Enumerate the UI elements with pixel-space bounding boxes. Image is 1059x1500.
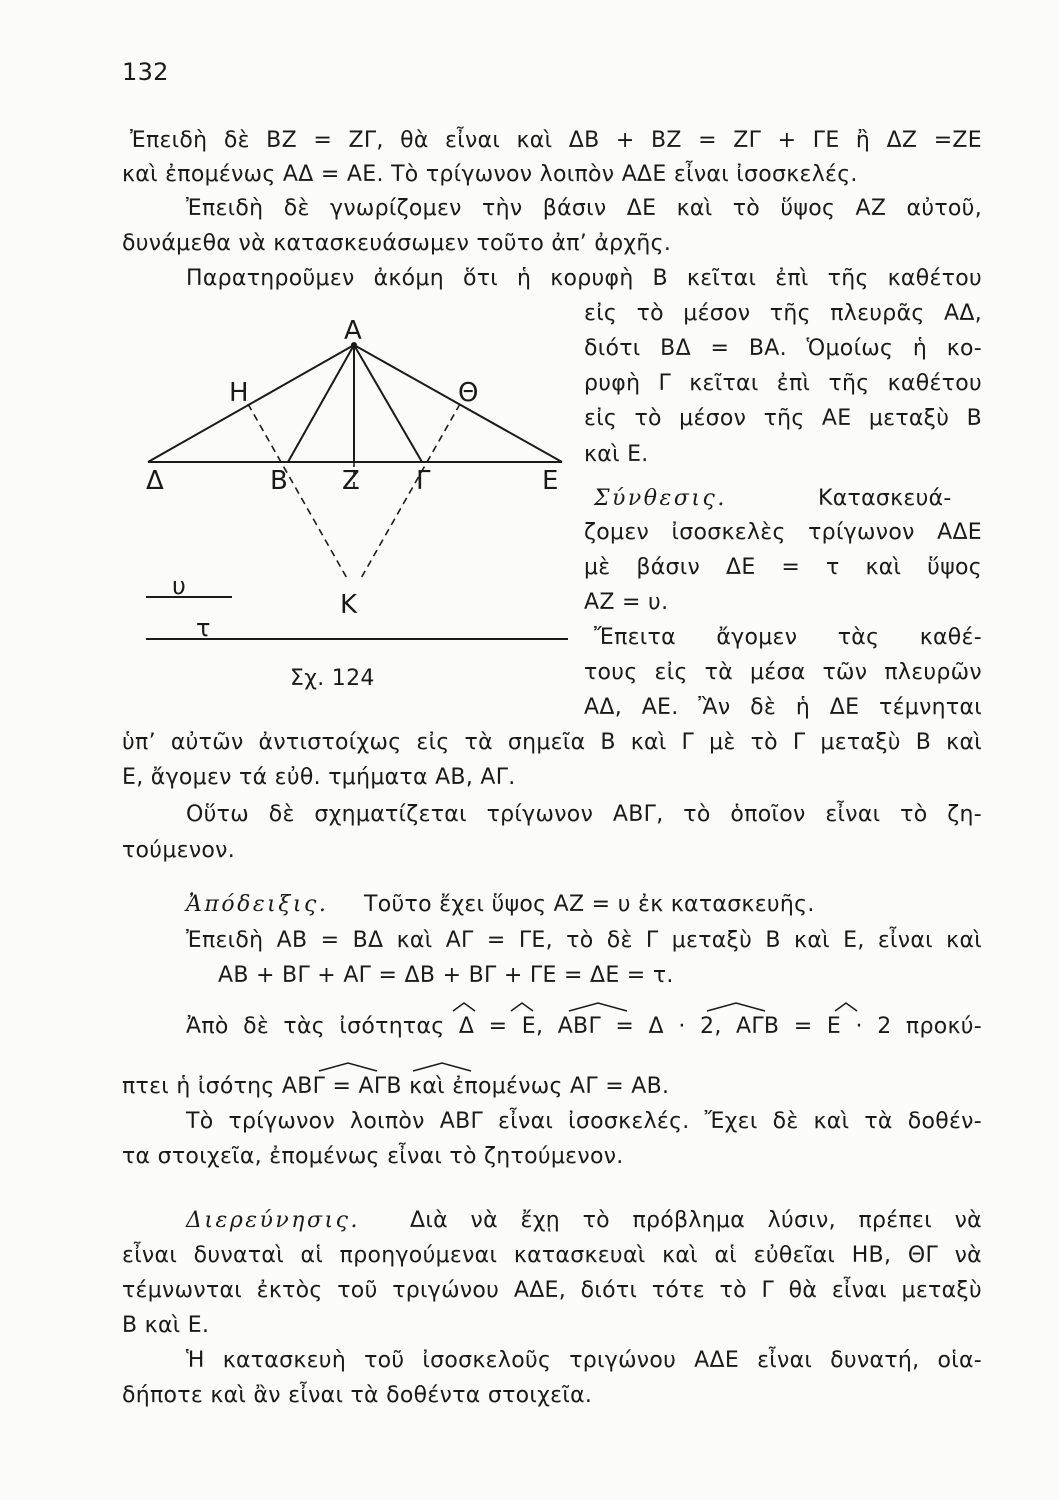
synthesis-line8: ὑπ’ αὐτῶν ἀντιστοίχως εἰς τὰ σημεῖα Β καὶ Γ μὲ τὸ Γ μεταξὺ Β καὶ [122,730,982,755]
synthesis-heading: Σύνθεσις. [594,486,727,511]
angle-hat-icon [510,1002,534,1012]
para3-line2: εἰς τὸ μέσον τῆς πλευρᾶς ΑΔ, [584,301,982,326]
synthesis-line2: ζομεν ἰσοσκελὲς τρίγωνον ΑΔΕ [584,520,982,545]
synthesis-line1: Κατασκευά- [818,486,952,511]
segment-AG [354,345,422,462]
proof-line1: Τοῦτο ἔχει ὕψος ΑΖ = υ ἐκ κατασκευῆς. [364,892,815,917]
para3-line3: διότι ΒΔ = ΒΑ. Ὁμοίως ἡ κο- [584,336,982,361]
para2-line2: δυνάμεθα νὰ κατασκευάσωμεν τοῦτο ἀπ’ ἀρχῆς. [122,231,672,256]
discussion-heading: Διερεύνησις. [186,1208,360,1233]
para3-line4: ρυφὴ Γ κεῖται ἐπὶ τῆς καθέτου [584,371,982,396]
label-point-A: Α [344,316,362,346]
figure-caption: Σχ. 124 [290,666,375,691]
synthesis-line4: ΑΖ = υ. [584,590,669,615]
discussion-line4: Β καὶ Ε. [122,1313,210,1338]
para3-line1: Παρατηροῦμεν ἀκόμη ὅτι ἡ κορυφὴ Β κεῖται ἐπὶ τῆς καθέτου [186,266,982,291]
proof-line5: πτει ἡ ἰσότης ΑΒΓ = ΑΓΒ καὶ ἐπομένως ΑΓ = ΑΒ. [122,1074,670,1099]
angle-hat-icon [412,1062,472,1072]
proof-line4: Ἀπὸ δὲ τὰς ἰσότητας Δ = Ε, ΑΒΓ = Δ · 2, ΑΓΒ = Ε · 2 προκύ- [186,1014,982,1039]
synthesis-line3: μὲ βάσιν ΔΕ = τ καὶ ὕψος [584,555,982,580]
para2-line1: Ἐπειδὴ δὲ γνωρίζομεν τὴν βάσιν ΔΕ καὶ τὸ ὕψος ΑΖ αὐτοῦ, [186,196,982,221]
label-segment-u: υ [172,572,186,600]
angle-hat-icon [318,1062,378,1072]
proof-line7: τα στοιχεῖα, ἐπομένως εἶναι τὸ ζητούμενον. [122,1144,624,1169]
conclusion-line1: Ἡ κατασκευὴ τοῦ ἰσοσκελοῦς τριγώνου ΑΔΕ εἶναι δυνατή, οἱα- [186,1348,982,1373]
conclusion-line2: δήποτε καὶ ἂν εἶναι τὰ δοθέντα στοιχεῖα. [122,1383,593,1408]
discussion-line3: τέμνωνται ἐκτὸς τοῦ τριγώνου ΑΔΕ, διότι τότε τὸ Γ θὰ εἶναι μεταξὺ [122,1278,982,1303]
angle-hat-icon [452,1002,476,1012]
page-number: 132 [122,58,169,86]
proof-line2: Ἐπειδὴ ΑΒ = ΒΔ καὶ ΑΓ = ΓΕ, τὸ δὲ Γ μεταξὺ Β καὶ Ε, εἶναι καὶ [186,928,982,953]
perpendicular-ThetaK [360,404,460,580]
para1-line2: καὶ ἐπομένως ΑΔ = ΑΕ. Τὸ τρίγωνον λοιπὸν ΑΔΕ εἶναι ἰσοσκελές. [122,162,858,187]
label-point-Theta: Θ [458,378,479,408]
angle-hat-icon [568,1002,628,1012]
label-point-B: Β [270,466,288,496]
discussion-line1: Διὰ νὰ ἔχῃ τὸ πρόβλημα λύσιν, πρέπει νὰ [410,1208,982,1233]
side-AD [148,345,354,462]
label-segment-t: τ [196,614,211,642]
label-point-K: Κ [340,590,358,620]
para4-line2: τούμενον. [122,838,236,863]
proof-line6: Τὸ τρίγωνον λοιπὸν ΑΒΓ εἶναι ἰσοσκελές. Ἔχει δὲ καὶ τὰ δοθέν- [186,1109,982,1134]
synthesis-line9: Ε, ἄγομεν τά εὐθ. τμήματα ΑΒ, ΑΓ. [122,765,516,790]
para4-line1: Οὕτω δὲ σχηματίζεται τρίγωνον ΑΒΓ, τὸ ὁποῖον εἶναι τὸ ζη- [186,802,982,827]
angle-hat-icon [834,1002,858,1012]
label-point-Gamma: Γ [416,466,431,496]
synthesis-line7: ΑΔ, ΑΕ. Ἂν δὲ ἡ ΔΕ τέμνηται [584,695,982,720]
angle-hat-icon [706,1002,766,1012]
label-point-H: Η [229,378,249,408]
segment-AB [288,345,354,462]
discussion-line2: εἶναι δυναταὶ αἱ προηγούμεναι κατασκευαὶ καὶ αἱ εὐθεῖαι ΗΒ, ΘΓ νὰ [122,1243,982,1268]
para1-line1: Ἐπειδὴ δὲ ΒΖ = ΖΓ, θὰ εἶναι καὶ ΔΒ + ΒΖ = ΖΓ + ΓΕ ἢ ΔΖ =ΖΕ [130,128,982,153]
proof-line3: ΑΒ + ΒΓ + ΑΓ = ΔΒ + ΒΓ + ΓΕ = ΔΕ = τ. [218,963,674,988]
label-point-Z: Ζ [342,466,360,496]
para3-line6: καὶ Ε. [584,442,649,467]
synthesis-line5: Ἔπειτα ἄγομεν τὰς καθέ- [594,625,982,650]
para3-line5: εἰς τὸ μέσον τῆς ΑΕ μεταξὺ Β [584,406,982,431]
proof-heading: Ἀπόδειξις. [186,892,329,917]
label-point-Delta: Δ [146,466,164,496]
synthesis-line6: τους εἰς τὰ μέσα τῶν πλευρῶν [584,660,982,685]
perpendicular-HK [248,404,348,580]
label-point-E: Ε [542,466,559,496]
